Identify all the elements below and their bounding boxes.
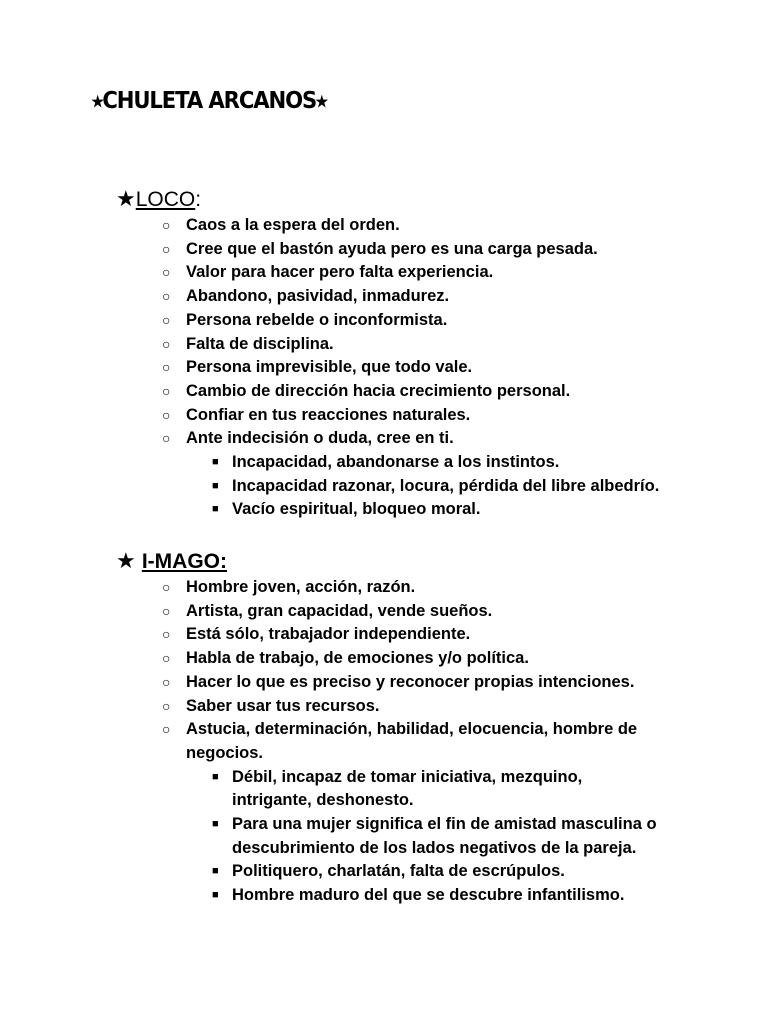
- list-item: ○ Está sólo, trabajador independiente.: [162, 623, 716, 647]
- sublist-item: ■ Incapacidad, abandonarse a los instintos.: [208, 451, 716, 475]
- sublist-item: ■ Incapacidad razonar, locura, pérdida del libre albedrío.: [208, 475, 716, 499]
- sublist-item: ■ Vacío espiritual, bloqueo moral.: [208, 498, 716, 522]
- circle-bullet-icon: ○: [162, 382, 171, 399]
- circle-bullet-icon: ○: [162, 721, 171, 738]
- circle-bullet-icon: ○: [162, 673, 171, 690]
- square-bullet-icon: ■: [212, 770, 219, 783]
- heading-label: LOCO: [135, 188, 196, 211]
- list-item: ○ Habla de trabajo, de emociones y/o política.: [162, 647, 716, 671]
- circle-bullet-icon: ○: [162, 288, 171, 305]
- list-item: ○ Falta de disciplina.: [162, 333, 716, 357]
- circle-bullet-icon: ○: [162, 217, 171, 233]
- section-loco: [116, 185, 716, 522]
- list-item: ○ Confiar en tus reacciones naturales.: [162, 404, 716, 428]
- list-item: ○ Hombre joven, acción, razón.: [162, 576, 716, 600]
- section-i-mago: [116, 547, 716, 908]
- section-heading-loco: [116, 185, 716, 214]
- circle-bullet-icon: ○: [162, 359, 171, 376]
- heading-label: I-MAGO:: [141, 550, 227, 573]
- circle-bullet-icon: ○: [162, 430, 171, 447]
- star-icon: ★: [116, 186, 136, 211]
- star-icon: ★: [116, 548, 142, 573]
- square-bullet-icon: ■: [212, 456, 219, 469]
- list-item: ○ Valor para hacer pero falta experiencia.: [162, 261, 716, 285]
- list-item: ○ Persona imprevisible, que todo vale.: [162, 356, 716, 380]
- list-item: ○ Cree que el bastón ayuda pero es una carga pesada.: [162, 238, 716, 262]
- sublist-item: ■ Débil, incapaz de tomar iniciativa, mezquino, intrigante, deshonesto.: [212, 767, 583, 810]
- section-heading-i-mago: [116, 547, 716, 576]
- i-mago-sublist: [208, 766, 678, 908]
- loco-sublist: [208, 451, 716, 522]
- sublist-item: ■ Para una mujer significa el fin de amistad masculina o descubrimiento de los lados negativos de la pareja.: [212, 815, 657, 857]
- sublist-item: ■ Politiquero, charlatán, falta de escrúpulos.: [208, 860, 678, 884]
- square-bullet-icon: ■: [212, 889, 219, 902]
- list-item: ○ Abandono, pasividad, inmadurez.: [162, 285, 716, 309]
- list-item: ○ Cambio de dirección hacia crecimiento personal.: [162, 380, 716, 404]
- circle-bullet-icon: ○: [162, 406, 171, 423]
- square-bullet-icon: ■: [212, 503, 219, 516]
- circle-bullet-icon: ○: [162, 335, 171, 352]
- list-item: ○ Ante indecisión o duda, cree en ti. ■ Incapacidad, abandonarse a los instintos. ■ Incapacidad razonar, locura, pérdida del libre albedrío. ■ Vacío espiritual, bloqueo moral.: [162, 427, 716, 522]
- circle-bullet-icon: ○: [162, 240, 171, 257]
- square-bullet-icon: ■: [212, 818, 219, 831]
- circle-bullet-icon: ○: [162, 650, 171, 667]
- list-item: ○ Astucia, determinación, habilidad, elocuencia, hombre de negocios. ■ Débil, incapaz de tomar iniciativa, mezquino, intrigante, deshonesto. ■ Para una mujer significa el fin de amistad masculina o descubrimiento de los lados negativos de la pareja. ■ Politiquero, charlatán, falta de escrúpulos. ■ Hombre maduro del que se descubre infantilismo.: [162, 718, 656, 908]
- square-bullet-icon: ■: [212, 865, 219, 878]
- circle-bullet-icon: ○: [162, 264, 171, 281]
- i-mago-list: [162, 576, 716, 908]
- circle-bullet-icon: ○: [162, 626, 171, 643]
- sublist-item: ■ Hombre maduro del que se descubre infantilismo.: [208, 884, 678, 908]
- heading-colon: :: [195, 188, 202, 211]
- list-item: ○ Hacer lo que es preciso y reconocer propias intenciones.: [162, 671, 716, 695]
- circle-bullet-icon: ○: [162, 579, 171, 595]
- circle-bullet-icon: ○: [162, 602, 171, 619]
- list-item: ○ Persona rebelde o inconformista.: [162, 309, 716, 333]
- circle-bullet-icon: ○: [162, 311, 171, 328]
- square-bullet-icon: ■: [212, 479, 219, 492]
- loco-list: [162, 214, 716, 522]
- list-item: ○ Artista, gran capacidad, vende sueños.: [162, 600, 716, 624]
- circle-bullet-icon: ○: [162, 697, 171, 714]
- list-item: ○ Saber usar tus recursos.: [162, 695, 716, 719]
- list-item: ○ Caos a la espera del orden.: [162, 214, 716, 238]
- document-title: ⭑CHULETA ARCANOS⭑: [92, 88, 327, 114]
